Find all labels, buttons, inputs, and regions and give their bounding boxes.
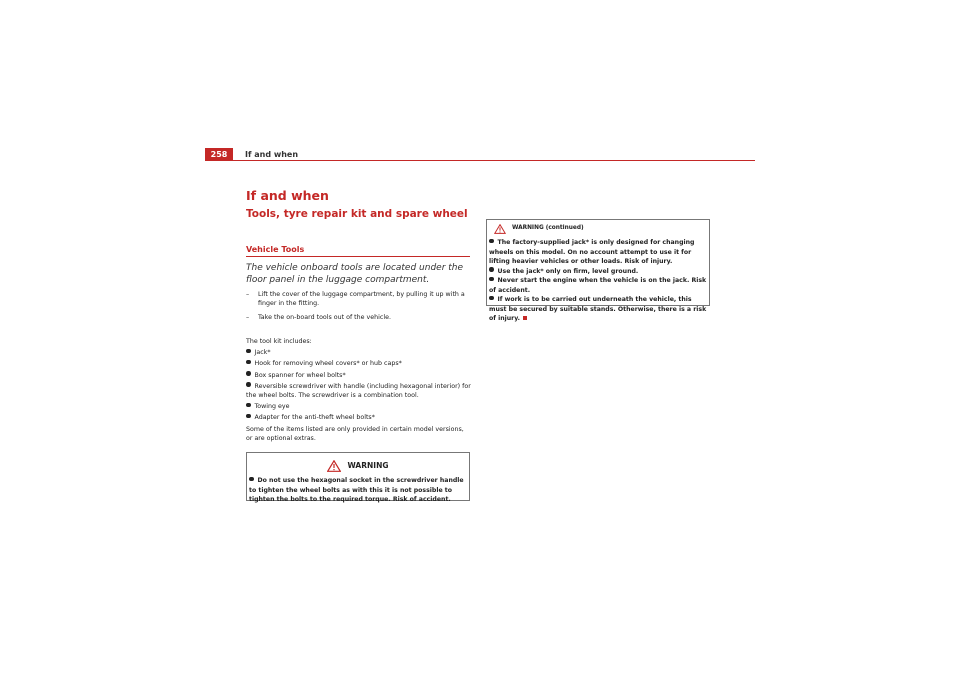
step-item: – Take the on-board tools out of the vehicle. bbox=[246, 314, 391, 321]
list-item: Hook for removing wheel covers* or hub caps* bbox=[246, 359, 472, 368]
warning-continued-box bbox=[486, 219, 710, 322]
warning-header bbox=[249, 456, 467, 476]
running-header-title: If and when bbox=[245, 150, 299, 159]
bullet-icon bbox=[246, 403, 251, 408]
header-rule bbox=[205, 160, 755, 161]
warning-item: Do not use the hexagonal socket in the screwdriver handle to tighten the wheel bolts as with this it is not possible to tighten the bolts to the required torque. Risk of accident. bbox=[249, 477, 464, 503]
steps-list bbox=[246, 290, 470, 327]
list-item: Towing eye bbox=[246, 402, 472, 411]
list-item: Box spanner for wheel bolts* bbox=[246, 371, 472, 380]
bullet-icon bbox=[489, 296, 494, 301]
bullet-icon bbox=[489, 239, 494, 244]
list-item: Jack* bbox=[246, 348, 472, 357]
list-item: Adapter for the anti-theft wheel bolts* bbox=[246, 413, 472, 422]
bullet-icon bbox=[249, 477, 254, 482]
bullet-icon bbox=[246, 414, 251, 419]
list-item: Reversible screwdriver with handle (including hexagonal interior) for the wheel bolts. The screwdriver is a combination tool. bbox=[246, 382, 471, 400]
bullet-icon bbox=[489, 267, 494, 272]
bullet-icon bbox=[246, 382, 251, 387]
warning-box bbox=[246, 452, 470, 501]
bullet-icon bbox=[489, 277, 494, 282]
warning-header bbox=[489, 223, 707, 235]
section-end-icon bbox=[523, 316, 527, 320]
bullet-icon bbox=[246, 360, 251, 365]
subsection-rule bbox=[246, 256, 470, 257]
warning-triangle-icon bbox=[494, 224, 506, 234]
page-number: 258 bbox=[205, 148, 233, 161]
section-heading: Tools, tyre repair kit and spare wheel bbox=[246, 208, 468, 220]
bullet-icon bbox=[246, 371, 251, 376]
chapter-heading: If and when bbox=[246, 188, 329, 203]
kit-intro: The tool kit includes: bbox=[246, 338, 312, 345]
warning-item: If work is to be carried out underneath the vehicle, this must be secured by suitable stands. Otherwise, there is a risk of injury. bbox=[489, 296, 707, 322]
warning-title: WARNING (continued) bbox=[512, 225, 584, 232]
intro-text: The vehicle onboard tools are located under the floor panel in the luggage compartment. bbox=[246, 263, 464, 285]
warning-item: Never start the engine when the vehicle is on the jack. Risk of accident. bbox=[489, 277, 707, 294]
warning-item: Use the jack* only on firm, level ground. bbox=[489, 267, 707, 277]
warning-triangle-icon bbox=[327, 460, 341, 472]
subsection-heading: Vehicle Tools bbox=[246, 245, 305, 254]
bullet-icon bbox=[246, 349, 251, 354]
warning-item: The factory-supplied jack* is only designed for changing wheels on this model. On no account attempt to use it for lifting heavier vehicles or other loads. Risk of injury. bbox=[489, 239, 695, 265]
step-item: – Lift the cover of the luggage compartment, by pulling it up with a finger in the fitting. bbox=[246, 291, 465, 307]
note-text: Some of the items listed are only provided in certain model versions, or are optional extras. bbox=[246, 425, 464, 442]
tool-kit-body bbox=[246, 337, 472, 445]
warning-title: WARNING bbox=[347, 461, 389, 471]
